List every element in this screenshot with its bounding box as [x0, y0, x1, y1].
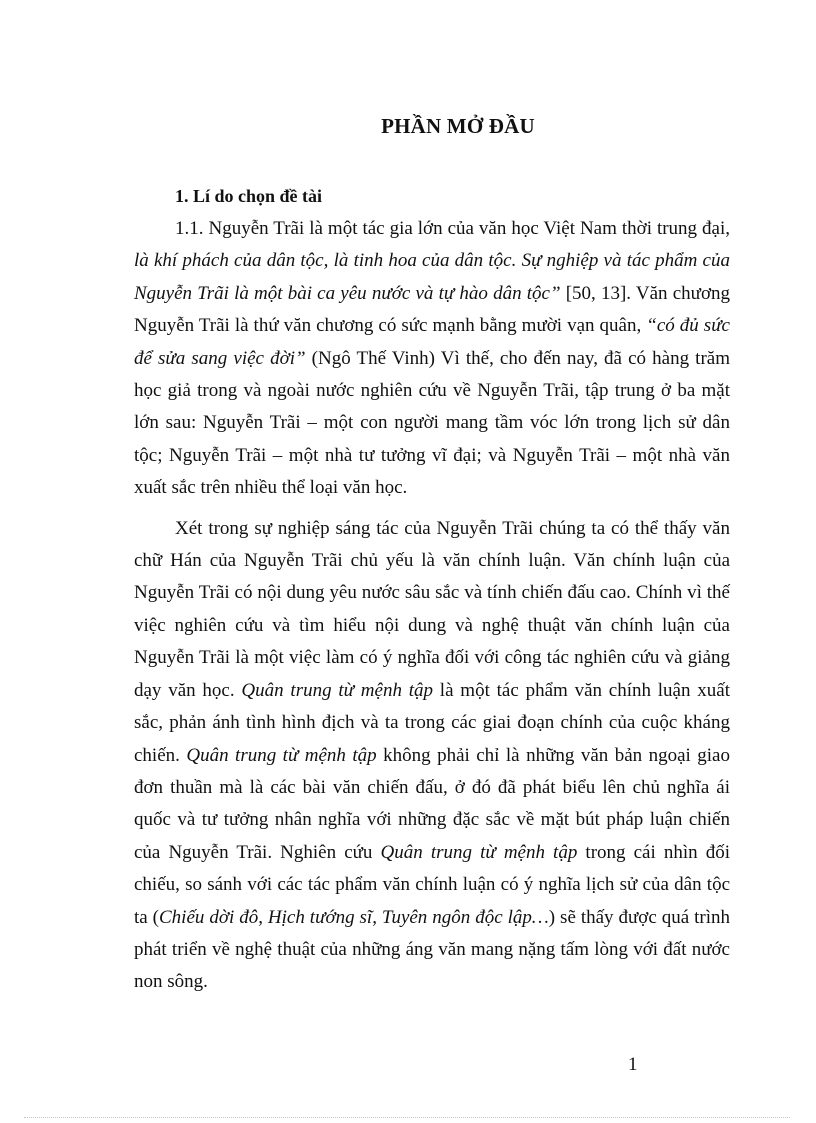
text-run-italic: Quân trung từ mệnh tập — [241, 679, 434, 701]
text-run: trong cái nhìn đối chiếu, so sánh với các tác phẩm văn chính luận có ý nghĩa lịch sử của dân tộc ta ( — [134, 841, 731, 928]
text-run-italic: Tuyên ngôn độc lập… — [381, 906, 549, 928]
text-run: là một tác phẩm văn chính luận xuất sắc, phản ánh tình hình địch và ta trong các giai đoạn chính của cuộc kháng chiến. — [134, 679, 730, 766]
page-bottom-divider — [24, 1117, 790, 1118]
text-run: (Ngô Thế Vinh) Vì thế, cho đến nay, đã có hàng trăm học giả trong và ngoài nước nghiên cứu về Nguyễn Trãi, tập trung ở ba mặt lớn sau: Nguyễn Trãi – một con người mang tầm vóc lớn trong lịch sử dân tộc; Nguyễn Trãi – một nhà tư tưởng vĩ đại; và Nguyễn Trãi – một nhà văn xuất sắc trên nhiều thể loại văn học. — [134, 347, 730, 499]
page-number: 1 — [628, 1054, 638, 1075]
text-run-italic: là khí phách của dân tộc, là tinh hoa của dân tộc. Sự nghiệp và tác phẩm của Nguyễn Trãi là một bài ca yêu nước và tự hào dân tộc” — [134, 250, 730, 304]
text-run: 1.1. Nguyễn Trãi là một tác gia lớn của văn học Việt Nam thời trung đại, — [175, 218, 730, 239]
text-run-italic: “có đủ sức để sửa sang việc đời” — [134, 315, 730, 369]
text-run: [50, 13]. Văn chương Nguyễn Trãi là thứ văn chương có sức mạnh bằng mười vạn quân, — [134, 282, 730, 337]
text-run: Xét trong sự nghiệp sáng tác của Nguyễn Trãi chúng ta có thể thấy văn chữ Hán của Nguyễn Trãi chủ yếu là văn chính luận. Văn chính luận của Nguyễn Trãi có nội dung yêu nước sâu sắc và tính chiến đấu cao. Chính vì thế việc nghiên cứu và tìm hiểu nội dung và nghệ thuật văn chính luận của Nguyễn Trãi là một việc làm có ý nghĩa đối với công tác nghiên cứu và giảng dạy văn học. — [134, 517, 730, 701]
paragraph-1 — [134, 213, 730, 505]
page-title: PHẦN MỞ ĐẦU — [381, 114, 535, 138]
text-run-italic: Quân trung từ mệnh tập — [186, 744, 377, 766]
text-run: , — [372, 906, 382, 928]
text-run-italic: Hịch tướng sĩ — [267, 906, 373, 928]
text-run-italic: Quân trung từ mệnh tập — [380, 841, 578, 863]
text-run: ) sẽ thấy được quá trình phát triển về nghệ thuật của những áng văn mang nặng tấm lòng với đất nước non sông. — [134, 906, 731, 993]
text-run: không phải chỉ là những văn bản ngoại giao đơn thuần mà là các bài văn chiến đấu, ở đó đã phát biểu lên chủ nghĩa ái quốc và tư tưởng nhân nghĩa với những đặc sắc về mặt bút pháp luận chiến của Nguyễn Trãi. Nghiên cứu — [134, 744, 730, 863]
paragraph-2 — [134, 513, 730, 999]
text-run-italic: Chiếu dời đô — [159, 906, 259, 928]
document-body — [134, 180, 730, 999]
section-heading: 1. Lí do chọn đề tài — [175, 186, 323, 206]
text-run: , — [258, 906, 268, 928]
